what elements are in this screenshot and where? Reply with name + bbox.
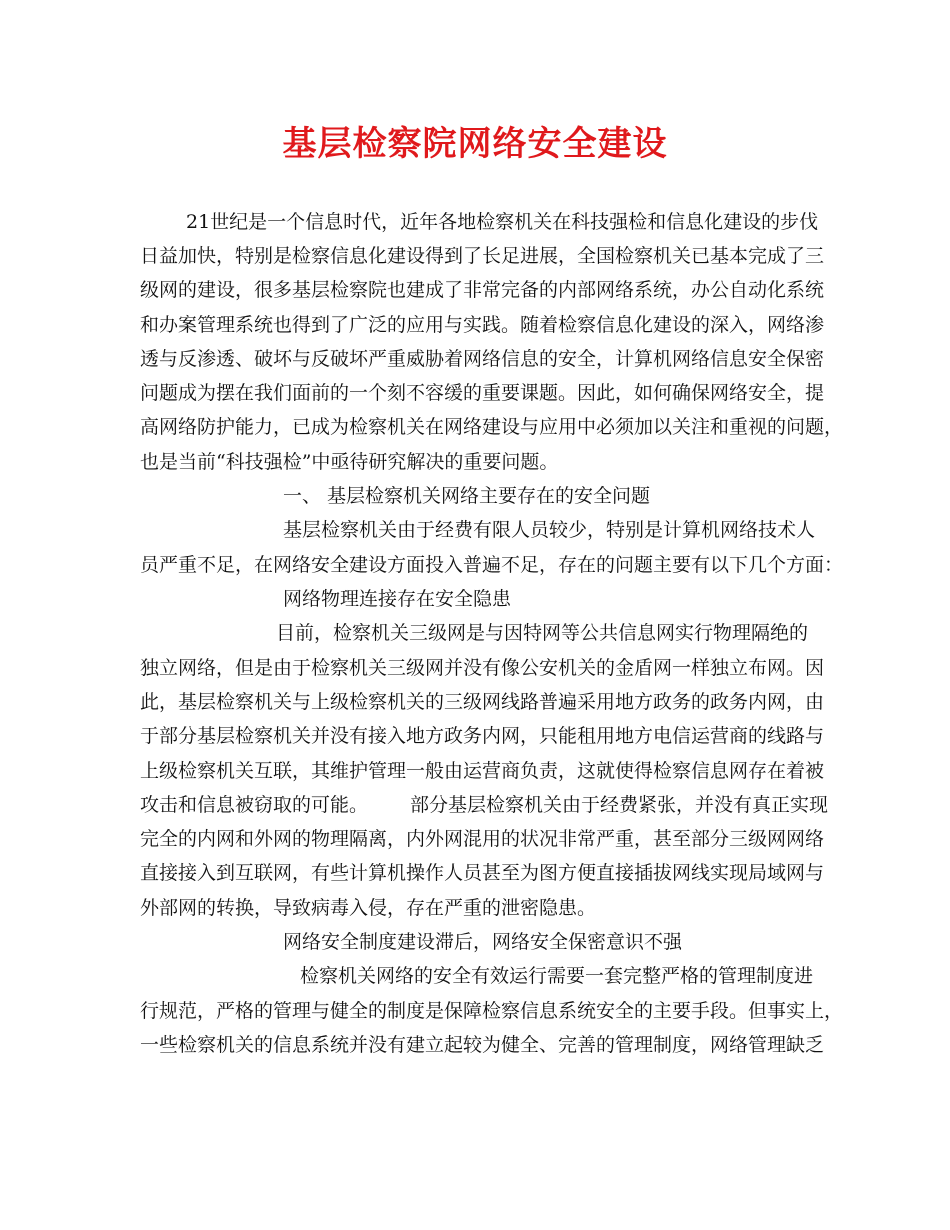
section-heading: 一、 基层检察机关网络主要存在的安全问题 bbox=[283, 485, 651, 507]
paragraph-line: 问题成为摆在我们面前的一个刻不容缓的重要课题。因此，如何确保网络安全，提 bbox=[140, 382, 825, 404]
paragraph-line: 此，基层检察机关与上级检察机关的三级网线路普遍采用地方政务的政务内网，由 bbox=[140, 691, 825, 713]
subsection-heading: 网络安全制度建设滞后，网络安全保密意识不强 bbox=[283, 931, 683, 953]
document-title: 基层检察院网络安全建设 bbox=[282, 124, 668, 164]
subsection-heading: 网络物理连接存在安全隐患 bbox=[283, 588, 512, 610]
paragraph-line-part: 攻击和信息被窃取的可能。 bbox=[140, 794, 369, 816]
paragraph-line: 日益加快，特别是检察信息化建设得到了长足进展，全国检察机关已基本完成了三 bbox=[140, 245, 825, 267]
paragraph-line: 目前，检察机关三级网是与因特网等公共信息网实行物理隔绝的 bbox=[276, 622, 809, 644]
paragraph-line: 也是当前“科技强检”中亟待研究解决的重要问题。 bbox=[140, 451, 559, 473]
paragraph-line: 级网的建设，很多基层检察院也建成了非常完备的内部网络系统，办公自动化系统 bbox=[140, 279, 825, 301]
paragraph-line: 独立网络，但是由于检察机关三级网并没有像公安机关的金盾网一样独立布网。因 bbox=[140, 657, 825, 679]
paragraph-line: 外部网的转换，导致病毒入侵，存在严重的泄密隐患。 bbox=[140, 897, 597, 919]
paragraph-line: 和办案管理系统也得到了广泛的应用与实践。随着检察信息化建设的深入，网络渗 bbox=[140, 314, 825, 336]
paragraph-line: 完全的内网和外网的物理隔离，内外网混用的状况非常严重，甚至部分三级网网络 bbox=[140, 828, 825, 850]
paragraph-line: 直接接入到互联网，有些计算机操作人员甚至为图方便直接插拔网线实现局域网与 bbox=[140, 862, 825, 884]
paragraph-line: 透与反渗透、破坏与反破坏严重威胁着网络信息的安全，计算机网络信息安全保密 bbox=[140, 348, 825, 370]
paragraph-line: 于部分基层检察机关并没有接入地方政务内网，只能租用地方电信运营商的线路与 bbox=[140, 725, 825, 747]
paragraph-line: 行规范，严格的管理与健全的制度是保障检察信息系统安全的主要手段。但事实上， bbox=[140, 1000, 844, 1022]
paragraph-line: 上级检察机关互联，其维护管理一般由运营商负责，这就使得检察信息网存在着被 bbox=[140, 760, 825, 782]
paragraph-line: 一些检察机关的信息系统并没有建立起较为健全、完善的管理制度，网络管理缺乏 bbox=[140, 1034, 825, 1056]
paragraph-line-part: 部分基层检察机关由于经费紧张，并没有真正实现 bbox=[410, 794, 829, 816]
paragraph-line bbox=[140, 793, 828, 817]
paragraph-line: 高网络防护能力，已成为检察机关在网络建设与应用中必须加以关注和重视的问题， bbox=[140, 416, 844, 438]
paragraph-line: 21世纪是一个信息时代，近年各地检察机关在科技强检和信息化建设的步伐 bbox=[186, 211, 819, 233]
paragraph-line: 员严重不足，在网络安全建设方面投入普遍不足，存在的问题主要有以下几个方面： bbox=[140, 554, 844, 576]
paragraph-line: 基层检察机关由于经费有限人员较少，特别是计算机网络技术人 bbox=[283, 519, 816, 541]
paragraph-line: 检察机关网络的安全有效运行需要一套完整严格的管理制度进 bbox=[300, 965, 814, 987]
